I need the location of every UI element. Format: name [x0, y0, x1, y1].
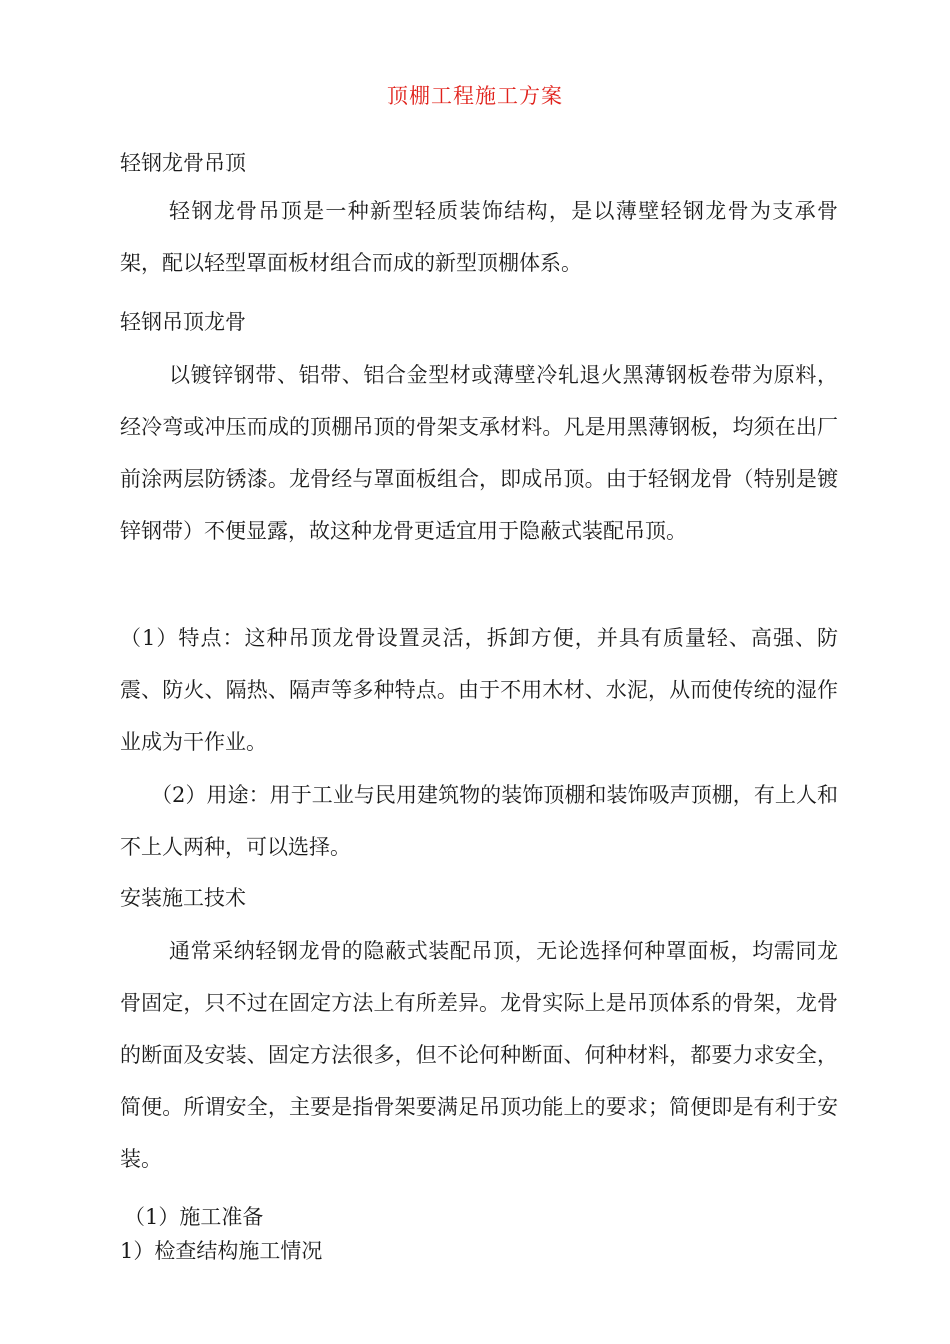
list-subitem-check-structure: 1）检查结构施工情况 [120, 1239, 323, 1263]
section-heading-ceiling-keel: 轻钢吊顶龙骨 [120, 310, 246, 334]
paragraph-ceiling-definition: 轻钢龙骨吊顶是一种新型轻质装饰结构，是以薄壁轻钢龙骨为支承骨架，配以轻型罩面板材组合而成的新型顶棚体系。 [120, 199, 838, 275]
paragraph-feature-point: （1）特点：这种吊顶龙骨设置灵活，拆卸方便，并具有质量轻、高强、防震、防火、隔热、隔声等多种特点。由于不用木材、水泥，从而使传统的湿作业成为干作业。 [120, 626, 838, 754]
section-heading-light-steel-keel-ceiling: 轻钢龙骨吊顶 [120, 151, 246, 175]
section-heading-installation: 安装施工技术 [120, 886, 246, 910]
paragraph-keel-material: 以镀锌钢带、铝带、铝合金型材或薄壁冷轧退火黑薄钢板卷带为原料，经冷弯或冲压而成的顶棚吊顶的骨架支承材料。凡是用黑薄钢板，均须在出厂前涂两层防锈漆。龙骨经与罩面板组合，即成吊顶。由于轻钢龙骨（特别是镀锌钢带）不便显露，故这种龙骨更适宜用于隐蔽式装配吊顶。 [120, 363, 838, 543]
document-title: 顶棚工程施工方案 [387, 84, 563, 108]
paragraph-usage-point: （2）用途：用于工业与民用建筑物的装饰顶棚和装饰吸声顶棚，有上人和不上人两种，可以选择。 [120, 783, 838, 859]
list-item-construction-preparation: （1）施工准备 [124, 1205, 264, 1229]
paragraph-installation-technique: 通常采纳轻钢龙骨的隐蔽式装配吊顶，无论选择何种罩面板，均需同龙骨固定，只不过在固定方法上有所差异。龙骨实际上是吊顶体系的骨架，龙骨的断面及安装、固定方法很多，但不论何种断面、何种材料，都要力求安全，简便。所谓安全，主要是指骨架要满足吊顶功能上的要求；简便即是有利于安装。 [120, 939, 838, 1171]
